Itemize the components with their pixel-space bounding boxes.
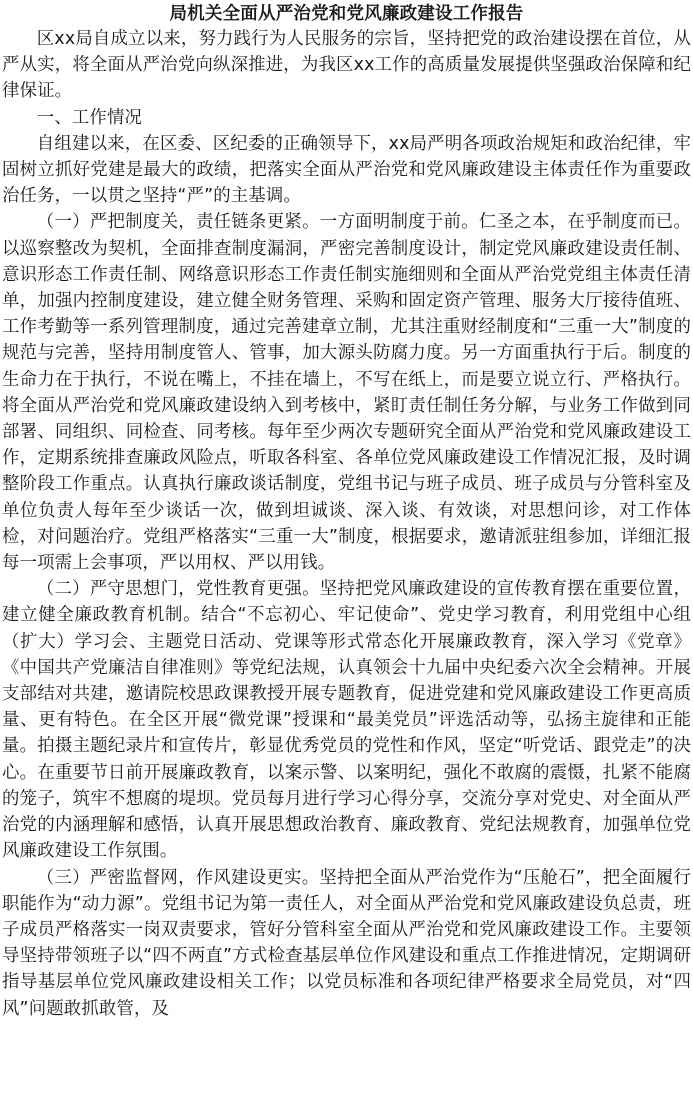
- paragraph-system-responsibility: （一）严把制度关，责任链条更紧。一方面明制度于前。仁圣之本，在乎制度而已。以巡察整改为契机，全面排查制度漏洞，严密完善制度设计，制定党风廉政建设责任制、意识形态工作责任制、网络意识形态工作责任制实施细则和全面从严治党党组主体责任清单，加强内控制度建设，建立健全财务管理、采购和固定资产管理、服务大厅接待值班、工作考勤等一系列管理制度，通过完善建章立制，尤其注重财经制度和“三重一大”制度的规范与完善，坚持用制度管人、管事，加大源头防腐力度。另一方面重执行于后。制度的生命力在于执行，不说在嘴上，不挂在墙上，不写在纸上，而是要立说立行、严格执行。将全面从严治党和党风廉政建设纳入到考核中，紧盯责任制任务分解，与业务工作做到同部署、同组织、同检查、同考核。每年至少两次专题研究全面从严治党和党风廉政建设工作，定期系统排查廉政风险点，听取各科室、各单位党风廉政建设工作情况汇报，及时调整阶段工作重点。认真执行廉政谈话制度，党组书记与班子成员、班子成员与分管科室及单位负责人每年至少谈话一次，做到坦诚谈、深入谈、有效谈，对思想问诊，对工作体检，对问题治疗。党组严格落实“三重一大”制度，根据要求，邀请派驻组参加，详细汇报每一项需上会事项，严以用权、严以用钱。: [2, 212, 691, 574]
- paragraph-supervision: （三）严密监督网，作风建设更实。坚持把全面从严治党作为“压舱石”，把全面履行职能作为“动力源”。党组书记为第一责任人，对全面从严治党和党风廉政建设负总责，班子成员严格落实一岗双责要求，管好分管科室全面从严治党和党风廉政建设工作。主要领导坚持带领班子以“四不两直”方式检查基层单位作风建设和重点工作推进情况，定期调研指导基层单位党风廉政建设相关工作；以党员标准和各项纪律严格要求全局党员，对“四风”问题敢抓敢管，及: [2, 867, 691, 1019]
- paragraph-intro: 区xx局自成立以来，努力践行为人民服务的宗旨，坚持把党的政治建设摆在首位，从严从实，将全面从严治党向纵深推进，为我区xx工作的高质量发展提供坚强政治保障和纪律保证。: [2, 29, 691, 102]
- document-title: 局机关全面从严治党和党风廉政建设工作报告: [169, 4, 524, 24]
- paragraph-ideological-education: （二）严守思想门，党性教育更强。坚持把党风廉政建设的宣传教育摆在重要位置，建立健全廉政教育机制。结合“不忘初心、牢记使命”、党史学习教育，利用党组中心组（扩大）学习会、主题党日活动、党课等形式常态化开展廉政教育，深入学习《党章》《中国共产党廉洁自律准则》等党纪法规，认真领会十九届中央纪委六次全会精神。开展支部结对共建，邀请院校思政课教授开展专题教育，促进党建和党风廉政建设工作更高质量、更有特色。在全区开展“微党课”授课和“最美党员”评选活动等，弘扬主旋律和正能量。拍摄主题纪录片和宣传片，彰显优秀党员的党性和作风，坚定“听党话、跟党走”的决心。在重要节日前开展廉政教育，以案示警、以案明纪，强化不敢腐的震慑，扎紧不能腐的笼子，筑牢不想腐的堤坝。党员每月进行学习心得分享，交流分享对党史、对全面从严治党的内涵理解和感悟，认真开展思想政治教育、廉政教育、党纪法规教育，加强单位党风廉政建设工作氛围。: [2, 579, 691, 862]
- section-heading-work-status: 一、工作情况: [36, 107, 143, 128]
- paragraph-overview: 自组建以来，在区委、区纪委的正确领导下，xx局严明各项政治规矩和政治纪律，牢固树立抓好党建是最大的政绩，把落实全面从严治党和党风廉政建设主体责任作为重要政治任务，一以贯之坚持“严”的主基调。: [2, 133, 691, 207]
